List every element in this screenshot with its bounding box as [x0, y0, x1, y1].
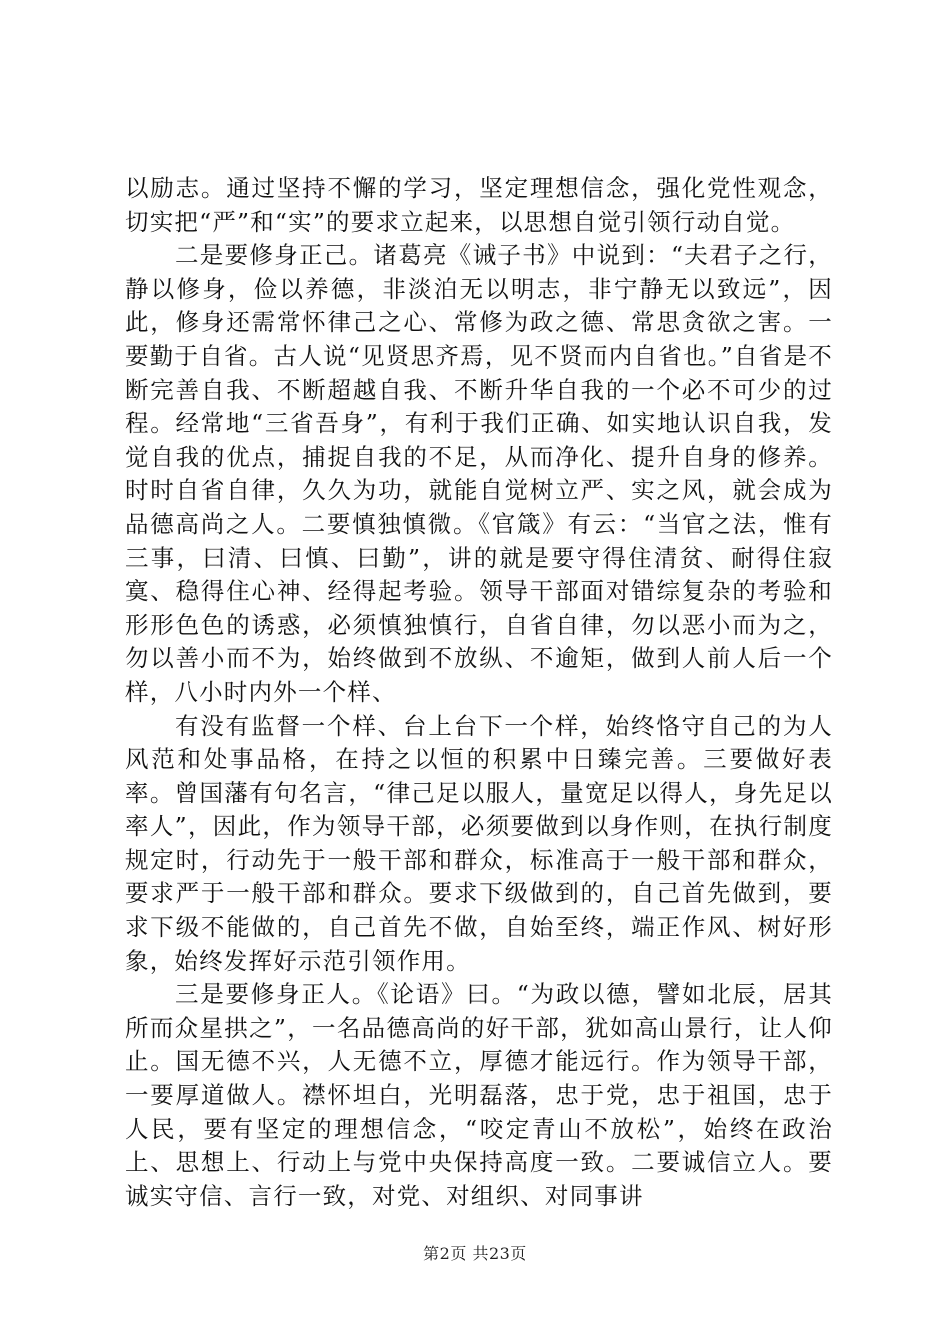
paragraph-4: 三是要修身正人。《论语》曰。“为政以德，譬如北辰，居其所而众星拱之”，一名品德高尚的好干部，犹如高山景行，让人仰止。国无德不兴，人无德不立，厚德才能远行。作为领导干部，一要厚道做人。襟怀坦白，光明磊落，忠于党，忠于祖国，忠于人民，要有坚定的理想信念，“咬定青山不放松”，始终在政治上、思想上、行动上与党中央保持高度一致。二要诚信立人。要诚实守信、言行一致，对党、对组织、对同事讲 — [125, 980, 833, 1210]
page-number-footer: 第2页 共23页 — [423, 1244, 527, 1263]
paragraph-3: 有没有监督一个样、台上台下一个样，始终恪守自己的为人风范和处事品格，在持之以恒的积累中日臻完善。三要做好表率。曾国藩有句名言，“律己足以服人，量宽足以得人，身先足以率人”，因此，作为领导干部，必须要做到以身作则，在执行制度规定时，行动先于一般干部和群众，标准高于一般干部和群众，要求严于一般干部和群众。要求下级做到的，自己首先做到，要求下级不能做的，自己首先不做，自始至终，端正作风、树好形象，始终发挥好示范引领作用。 — [125, 711, 833, 975]
body-text — [125, 172, 833, 1213]
paragraph-1: 以励志。通过坚持不懈的学习，坚定理想信念，强化党性观念，切实把“严”和“实”的要求立起来，以思想自觉引领行动自觉。 — [125, 174, 833, 236]
paragraph-2: 二是要修身正己。诸葛亮《诫子书》中说到：“夫君子之行，静以修身，俭以养德，非淡泊无以明志，非宁静无以致远”，因此，修身还需常怀律己之心、常修为政之德、常思贪欲之害。一要勤于自省。古人说“见贤思齐焉，见不贤而内自省也。”自省是不断完善自我、不断超越自我、不断升华自我的一个必不可少的过程。经常地“三省吾身”，有利于我们正确、如实地认识自我，发觉自我的优点，捕捉自我的不足，从而净化、提升自身的修养。时时自省自律，久久为功，就能自觉树立严、实之风，就会成为品德高尚之人。二要慎独慎微。《官箴》有云：“当官之法，惟有三事，曰清、曰慎、曰勤”，讲的就是要守得住清贫、耐得住寂寞、稳得住心神、经得起考验。领导干部面对错综复杂的考验和形形色色的诱惑，必须慎独慎行，自省自律，勿以恶小而为之，勿以善小而不为，始终做到不放纵、不逾矩，做到人前人后一个样，八小时内外一个样、 — [125, 241, 833, 706]
